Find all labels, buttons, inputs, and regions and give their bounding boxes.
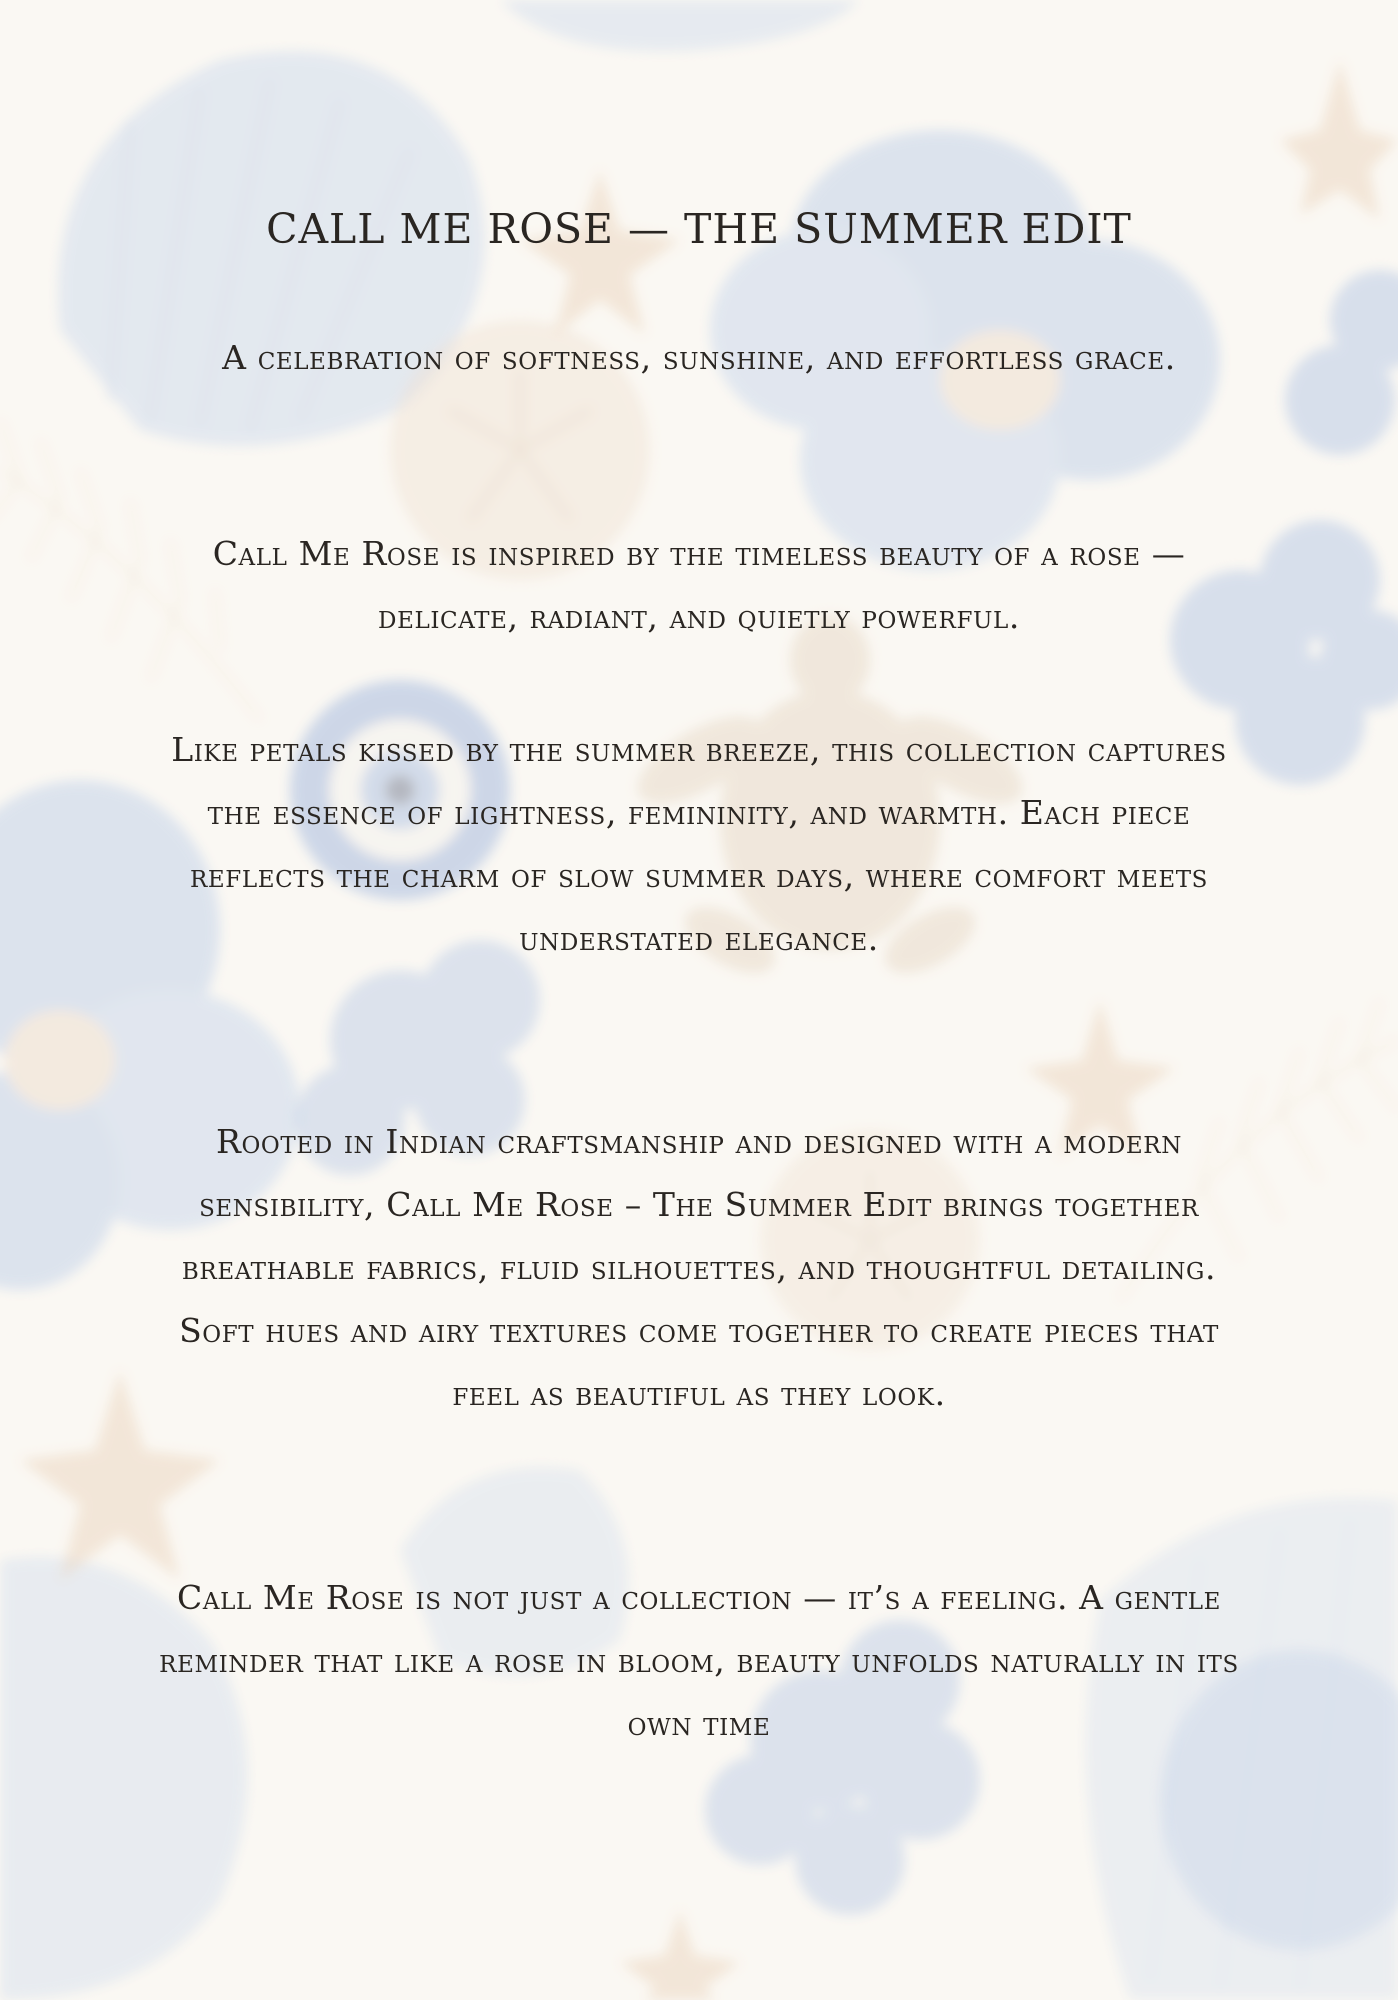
closing-paragraph: Call Me Rose is not just a collection — it’s a feeling. A gentle reminder that like a rose in bloom, beauty unfolds naturally in its own time [159,1578,1239,1743]
page-title: CALL ME ROSE — THE SUMMER EDIT [266,205,1132,253]
inspiration-paragraph: Call Me Rose is inspired by the timeless beauty of a rose — delicate, radiant, and quietly powerful. [212,534,1186,636]
craftsmanship-paragraph: Rooted in Indian craftsmanship and designed with a modern sensibility, Call Me Rose – The Summer Edit brings together breathable fabrics, fluid silhouettes, and thoughtful detailing. Soft hues and airy textures come together to create pieces that feel as beautiful as they look. [179,1122,1219,1413]
intro-paragraph: A celebration of softness, sunshine, and effortless grace. [222,338,1176,377]
collection-paragraph: Like petals kissed by the summer breeze, this collection captures the essence of lightness, femininity, and warmth. Each piece reflects the charm of slow summer days, where comfort meets understated elegance. [171,730,1227,958]
